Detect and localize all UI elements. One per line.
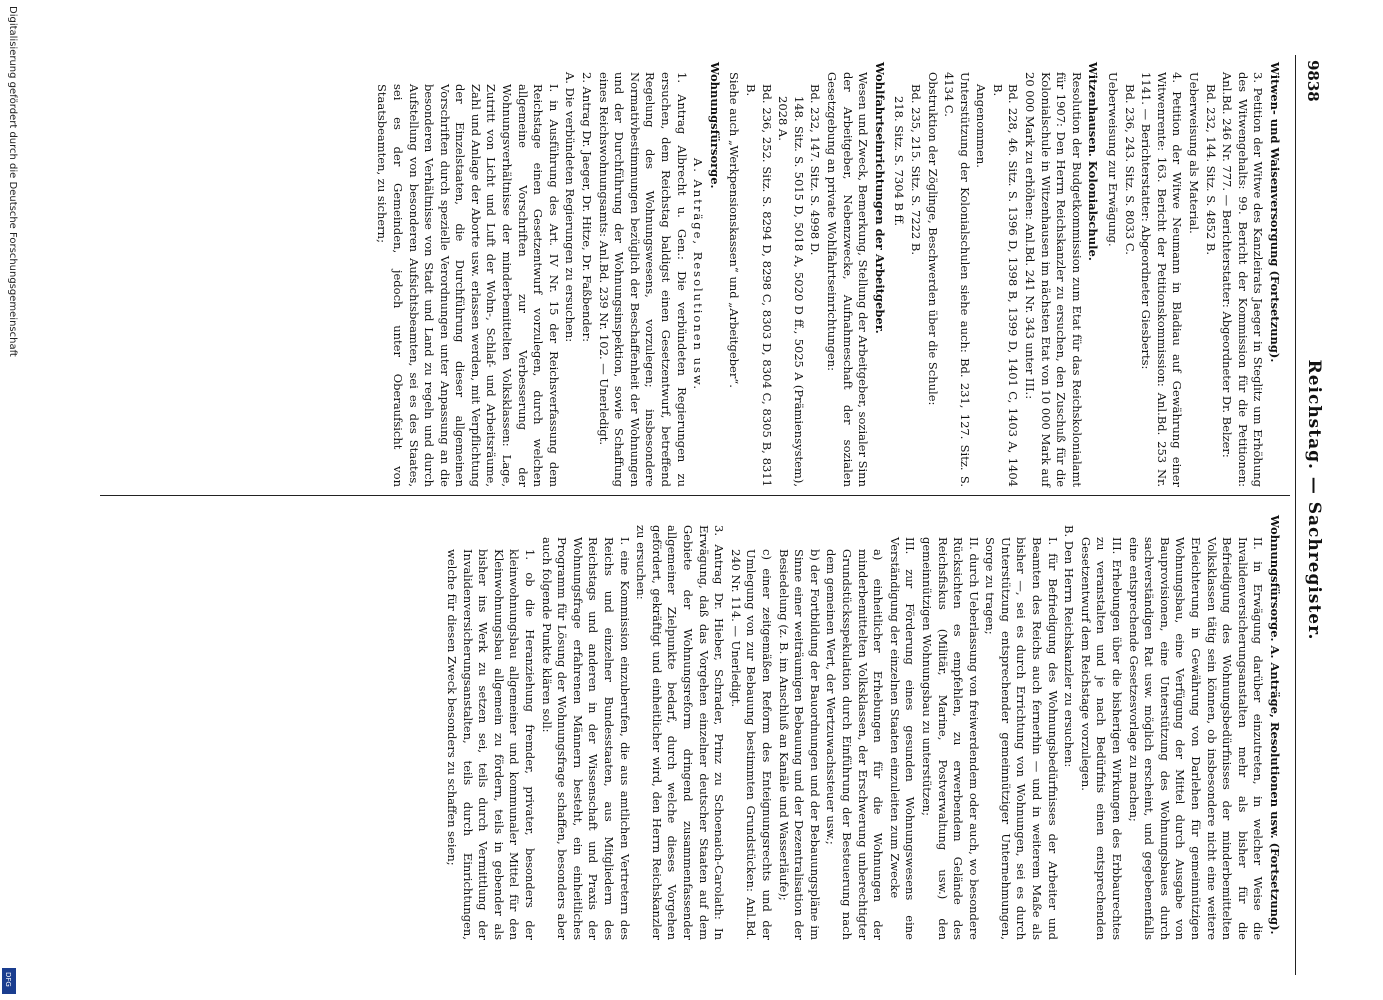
right-column-paragraph: 1. ob die Heranziehung fremder, privater, besonders der kleinwohnungsbau allgemeiner und kommunaler Mittel für den Kleinwohnungsbau allgemein zu fördern, teils in gebender als bisher ins Werk zu setzen sei, teils durch Vermittlung der Invalidenversicherungsanstalten, teils durch Einrichtungen, welche für diesen Zweck besonders zu schaffen seien;: [445, 549, 538, 940]
left-column-paragraph: Bd. 236, 252. Sitz. S. 8294 D, 8298 C, 8303 D, 8304 C, 8305 B, 8311 B.: [744, 84, 774, 487]
left-column-paragraph: Siehe auch „Werkpensionskassen“ und „Arbeitgeber“.: [727, 72, 742, 388]
left-column-paragraph: Witwen- und Waisenversorgung (Fortsetzung).: [1268, 62, 1282, 363]
left-column-paragraph: Bd. 236, 243. Sitz. S. 8033 C.: [1122, 84, 1137, 255]
right-column-paragraph: II. in Erwägung darüber einzutreten, in welcher Weise die Invalidenversicherungsanstalten mehr als bisher für die Befriedigung des Wohnungsbedürfnisses der minderbemittelten Volksklassen tätig sein können, ob insbesondere nicht eine weitere Erleichterung in Gewährung von Darlehen für gemeinnützigen Wohnungsbau, eine Verfügung der Mittel durch Ausgabe von Bauprovisionen, eine Unterstützung des Wohnungsbaues durch sachverständigen Rat usw. möglich erscheint, und gegebenenfalls eine entsprechende Gesetzesvorlage zu machen;: [1126, 537, 1266, 940]
left-column-paragraph: Bd. 232, 147. Sitz. S. 4998 D.: [808, 84, 823, 256]
left-column-paragraph: Unterstützung der Kolonialschulen siehe auch: Bd. 231, 127. Sitz. S. 4134 C.: [942, 72, 972, 487]
dfg-logo-text: DFG: [4, 972, 12, 987]
left-column-paragraph: Wohnungsfürsorge.: [707, 62, 722, 189]
left-column-paragraph: Wesen und Zweck, Bemerkung, Stellung der Arbeitgeber, sozialer Sinn der Arbeitgeber, Nebenzwecke, Aufnahmeschaft der sozialen Gesetzgebung an private Wohlfahrtseinrichtungen:: [824, 72, 871, 487]
rotated-page: [30, 0, 1330, 1000]
side-credit: [6, 6, 20, 994]
right-column-paragraph: 3. Antrag Dr. Hieber, Schrader, Prinz zu Schoenaich-Carolath: In Erwägung, daß das Vorgehen einzelner deutscher Staaten auf dem Gebiete der Wohnungsreform dringend zusammenfassender allgemeiner Zielpunkte bedarf, durch welche dieses Vorgehen gefördert, gekräftigt und einheitlicher wird, den Herrn Reichskanzler zu ersuchen:: [634, 525, 727, 940]
column-divider: [100, 495, 1290, 496]
right-column-paragraph: III. zur Förderung eines gesunden Wohnungswesens eine Verständigung der einzelnen Staaten einzuleiten zum Zwecke: [887, 537, 918, 940]
header-rule: [1295, 55, 1296, 975]
right-column-paragraph: III. Erhebungen über die bisherigen Wirkungen des Erbbaurechtes zu veranstalten und je nach Bedürfnis einen entsprechenden Gesetzentwurf dem Reichstage vorzulegen.: [1078, 537, 1125, 940]
left-column-paragraph: Angenommen.: [974, 84, 989, 168]
left-column-paragraph: 4. Petition der Witwe Neumann in Bladiau auf Gewährung einer Witwenrente: 163. Bericht der Petitionskommission: Anl.Bd. 253 Nr. 1141. — Berichterstatter: Abgeordneter Giesberts:: [1139, 72, 1185, 487]
right-column: [443, 515, 1286, 940]
right-column-paragraph: B. Den Herrn Reichskanzler zu ersuchen:: [1062, 525, 1077, 768]
right-column-paragraph: c) einer zeitgemäßen Reform des Enteignungsrechts und der Umlegung von zur Bebauung bestimmten Grundstücken: Anl.Bd. 240 Nr. 114. — Unerledigt.: [728, 549, 774, 940]
credit-text: Digitalisierung gefördert durch die Deutsche Forschungsgemeinschaft: [7, 6, 18, 357]
right-column-paragraph: b) der Fortbildung der Bauordnungen und der Bebauungspläne im Sinne einer weiträumigen Bebauung und der Dezentralisation der Besiedelung (z. B. im Anschluß an Kanäle und Wasserläufe);: [776, 549, 822, 940]
right-column-paragraph: II. durch Ueberlassung von freiwerdendem oder auch, wo besondere Rücksichten es empfehlen, zu erwerbendem Gelände des Reichsfiskus (Militär, Marine, Postverwaltung usw.) den gemeinnützigen Wohnungsbau zu unterstützen;: [919, 537, 981, 940]
right-column-paragraph: Wohnungsfürsorge. A. Anträge, Resolutionen usw. (Fortsetzung).: [1268, 515, 1282, 935]
running-title: Reichstag. — Sachregister.: [1304, 359, 1324, 641]
left-column-paragraph: 2. Antrag Dr. Jaeger, Dr. Hitze, Dr. Faßbender:: [580, 72, 595, 342]
dfg-logo: [2, 968, 16, 994]
left-column-paragraph: Obstruktion der Zöglinge, Beschwerden über die Schule:: [925, 72, 940, 406]
left-column-paragraph: Bd. 228, 46. Sitz. S. 1396 D, 1398 B, 1399 D, 1401 C, 1403 A, 1404 B.: [990, 84, 1021, 487]
right-column-paragraph: a) einheitlicher Erhebungen für die Wohnungen der minderbemittelten Volksklassen, der Erschwerung unberechtigter Grundstücksspekulation durch Einführung der Besteuerung nach dem gemeinen Wert, der Wertzuwachssteuer usw.;: [824, 549, 886, 940]
right-column-paragraph: I. für Befriedigung des Wohnungsbedürfnisses der Arbeiter und Beamten des Reichs auch fernerhin — und in weiterem Maße als bisher —, sei es durch Errichtung von Wohnungen, sei es durch Unterstützung entsprechender gemeinnütziger Unternehmungen, Sorge zu tragen;: [983, 537, 1060, 940]
left-column-paragraph: 218. Sitz. S. 7304 B ff.: [892, 96, 907, 227]
left-column-paragraph: 1. Antrag Albrecht u. Gen.: Die verbündeten Regierungen zu ersuchen, dem Reichstag baldigst einen Gesetzentwurf, betreffend Regelung des Wohnungswesens, vorzulegen; insbesondere Normativbestimmungen bezüglich der Beschaffenheit der Wohnungen und der Durchführung der Wohnungsinspektion, sowie Schaffung eines Reichswohnungsamts: Anl.Bd. 239 Nr. 102. — Unerledigt.: [596, 72, 689, 487]
left-column-paragraph: Witzenhausen. Kolonialschule.: [1086, 62, 1101, 261]
left-column-paragraph: Resolution der Budgetkommission zum Etat für das Reichskolonialamt für 1907: Den Herrn Reichskanzler zu ersuchen, den Zuschuß für die Kolonialschule in Witzenhausen im nächsten Etat von 10 000 Mark auf 20 000 Mark zu erhöhen: Anl.Bd. 241 Nr. 343 unter III.:: [1023, 72, 1084, 487]
left-column: [373, 62, 1286, 487]
left-column-paragraph: Wohlfahrtseinrichtungen der Arbeitgeber.: [872, 62, 887, 334]
left-column-paragraph: Ueberweisung zur Erwägung.: [1106, 72, 1121, 247]
left-column-paragraph: Bd. 232, 144. Sitz. S. 4852 B.: [1203, 84, 1218, 256]
left-column-paragraph: I. in Ausführung des Art. IV Nr. 15 der Reichsverfassung dem Reichstage einen Gesetzentwurf vorzulegen, durch welchen allgemeine Vorschriften zur Verbesserung der Wohnungsverhältnisse der minderbemittelten Volksklassen: Lage, Zutritt von Licht und Luft der Wohn-, Schlaf- und Arbeitsräume, Zahl und Anlage der Aborte usw. erlassen werden, mit Verpflichtung der Einzelstaaten, die Durchführung dieser allgemeinen Vorschriften durch spezielle Verordnungen unter Anpassung an die besonderen Verhältnisse von Stadt und Land zu regeln und durch Aufstellung von besonderen Aufsichtsbeamten, sei es des Staates, sei es der Gemeinden, jedoch unter Oberaufsicht von Staatsbeamten, zu sichern;: [375, 84, 561, 487]
left-column-paragraph: Bd. 235, 215. Sitz. S. 7222 B.: [908, 84, 923, 256]
page-number: 9838: [1304, 60, 1322, 102]
left-column-paragraph: 148. Sitz. S. 5015 D, 5018 A, 5020 D ff., 5025 A (Prämiensystem), 2028 A.: [776, 96, 806, 487]
left-column-paragraph: A. Die verbündeten Regierungen zu ersuchen:: [563, 72, 578, 343]
left-column-paragraph: Ueberweisung als Material.: [1187, 72, 1202, 234]
left-column-paragraph: 3. Petition der Witwe des Kanzleirats Jaeger in Steglitz um Erhöhung des Witwengehalts: 99. Bericht der Kommission für die Petitionen: Anl.Bd. 246 Nr. 777. — Berichterstatter: Abgeordneter Dr. Belzer:: [1220, 72, 1266, 487]
left-column-paragraph: A. Anträge, Resolutionen usw.: [691, 157, 706, 392]
right-column-paragraph: I. eine Kommission einzuberufen, die aus amtlichen Vertretern des Reichs und einzelner Bundesstaaten, aus Mitgliedern des Reichstags und anderen in der Wissenschaft und Praxis der Wohnungsfrage erfahrenen Männern besteht, ein einheitliches Programm für Lösung der Wohnungsfrage schaffen, besonders aber auch folgende Punkte klären soll:: [539, 537, 632, 940]
